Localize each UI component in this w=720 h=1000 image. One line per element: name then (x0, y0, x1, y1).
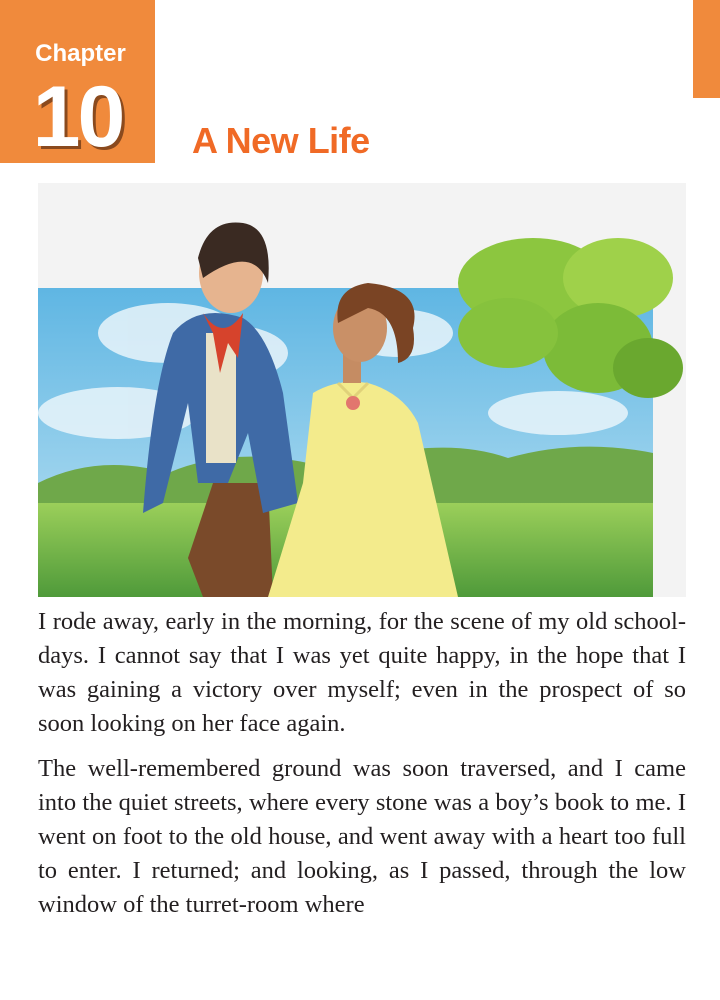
chapter-badge (0, 0, 155, 163)
body-text (38, 605, 686, 933)
chapter-title: A New Life (192, 120, 370, 161)
chapter-illustration (38, 183, 686, 597)
chapter-label: Chapter (35, 40, 126, 67)
paragraph-1: I rode away, early in the morning, for the scene of my old school-days. I cannot say that I was yet quite happy, in the hope that I was gaining a victory over myself; even in the prospect of so soon looking on her face again. (38, 608, 686, 737)
page-edge-tab (693, 0, 720, 98)
chapter-number: 10 (32, 69, 123, 165)
paragraph-2: The well-remembered ground was soon traversed, and I came into the quiet streets, where every stone was a boy’s book to me. I went on foot to the old house, and went away with a heart too full to enter. I returned; and looking, as I passed, through the low window of the turret-room where (38, 755, 686, 918)
